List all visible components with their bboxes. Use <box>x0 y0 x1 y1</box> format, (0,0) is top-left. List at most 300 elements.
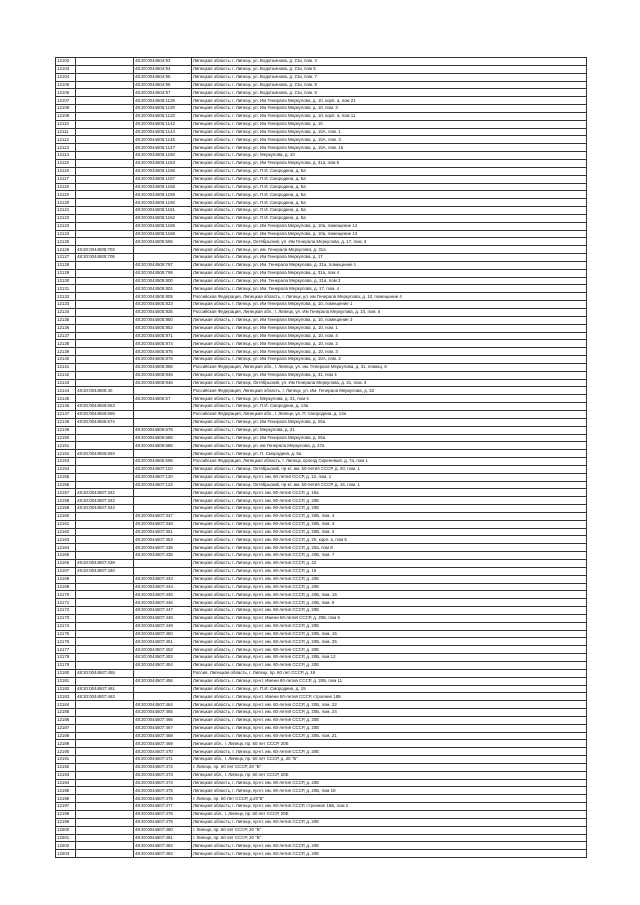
building-cadastral-cell: 48:20:0044507:465 <box>134 709 192 717</box>
land-cadastral-cell <box>76 536 134 544</box>
building-cadastral-cell: 48:20:0044505:876 <box>134 356 192 364</box>
building-cadastral-cell: 48:20:0044505:797 <box>134 261 192 269</box>
land-cadastral-cell <box>76 756 134 764</box>
address-cell: Липецкая область, г. Липецк, ул. Меркулова, д. 31 <box>192 426 587 434</box>
row-number-cell: 12162 <box>56 528 76 536</box>
row-number-cell: 12183 <box>56 693 76 701</box>
building-cadastral-cell: 48:20:0044507:347 <box>134 512 192 520</box>
address-cell: Липецкая область, г. Липецк, ул. Им Генерала Меркулова, д. 31а, пом 6 <box>192 159 587 167</box>
building-cadastral-cell: 48:20:0044507:464 <box>134 701 192 709</box>
row-number-cell: 12203 <box>56 850 76 858</box>
address-cell: Липецкая область, г. Липецк, пр-кт. им. 60-летия СССР, д. 20Е <box>192 748 587 756</box>
land-cadastral-cell <box>76 363 134 371</box>
table-row <box>56 167 587 175</box>
row-number-cell: 12135 <box>56 316 76 324</box>
building-cadastral-cell <box>134 254 192 262</box>
table-row <box>56 661 587 669</box>
address-cell: Российская Федерация, Липецкая обл., г. Липецк, ул. Им Генерала Меркулова, д. 10, пом. 5 <box>192 309 587 317</box>
row-number-cell: 12120 <box>56 199 76 207</box>
row-number-cell: 12189 <box>56 740 76 748</box>
building-cadastral-cell: 48:20:0044505:1157 <box>134 175 192 183</box>
building-cadastral-cell: 48:20:0044505:1147 <box>134 144 192 152</box>
land-cadastral-cell: 48:20:0044507:343 <box>76 497 134 505</box>
building-cadastral-cell: 48:20:0044507:447 <box>134 607 192 615</box>
row-number-cell: 12108 <box>56 105 76 113</box>
land-cadastral-cell: 48:20:0044506:665 <box>76 410 134 418</box>
address-cell: Липецкая область, г. Липецк, пр-кт. им. 60-летия СССР, д. 20Е <box>192 622 587 630</box>
row-number-cell: 12188 <box>56 732 76 740</box>
building-cadastral-cell: 48:20:0044506:685 <box>134 434 192 442</box>
address-cell: Липецкая область, г. Липецк, ул. Им Генерала Меркулова, д. 10А, пом. 3 <box>192 136 587 144</box>
table-row <box>56 481 587 489</box>
land-cadastral-cell <box>76 128 134 136</box>
row-number-cell: 12138 <box>56 340 76 348</box>
land-cadastral-cell <box>76 779 134 787</box>
row-number-cell: 12127 <box>56 254 76 262</box>
row-number-cell: 12133 <box>56 301 76 309</box>
land-cadastral-cell: 48:20:0044507:461 <box>76 685 134 693</box>
address-cell: Липецкая область, г. Липецк, ул. Им Генерала Меркулова, д. 10, помещение 1 <box>192 301 587 309</box>
address-cell: Липецкая область, г. Липецк, ул. Меркулова, д. 10 <box>192 152 587 160</box>
building-cadastral-cell: 48:20:0044507:444 <box>134 583 192 591</box>
row-number-cell: 12202 <box>56 842 76 850</box>
land-cadastral-cell <box>76 544 134 552</box>
table-row <box>56 183 587 191</box>
land-cadastral-cell <box>76 356 134 364</box>
row-number-cell: 12157 <box>56 489 76 497</box>
row-number-cell: 12107 <box>56 97 76 105</box>
building-cadastral-cell: 48:20:0044507:446 <box>134 599 192 607</box>
land-cadastral-cell <box>76 120 134 128</box>
building-cadastral-cell: 48:20:0044507:445 <box>134 591 192 599</box>
building-cadastral-cell: 48:20:0044505:800 <box>134 277 192 285</box>
table-row <box>56 654 587 662</box>
building-cadastral-cell: 48:20:0044505:874 <box>134 340 192 348</box>
row-number-cell: 12172 <box>56 607 76 615</box>
land-cadastral-cell <box>76 112 134 120</box>
building-cadastral-cell: 48:20:0044507:477 <box>134 803 192 811</box>
land-cadastral-cell <box>76 787 134 795</box>
row-number-cell: 12192 <box>56 763 76 771</box>
table-row <box>56 159 587 167</box>
land-cadastral-cell <box>76 646 134 654</box>
address-cell: Липецкая область, г. Липецк, пр-кт. им. 60-летия СССР, д. 22 <box>192 560 587 568</box>
table-row <box>56 756 587 764</box>
address-cell: Липецкая область, г. Липецк, ул. Им Генерала Меркулова, д. 10 <box>192 120 587 128</box>
land-cadastral-cell <box>76 481 134 489</box>
land-cadastral-cell: 48:20:0044507:342 <box>76 489 134 497</box>
table-row <box>56 246 587 254</box>
address-cell: Липецкая область, г. Липецк, ул. Им Генерала Меркулова, д. 10, пом. 4 <box>192 332 587 340</box>
building-cadastral-cell: 48:20:0044505:835 <box>134 309 192 317</box>
row-number-cell: 12141 <box>56 363 76 371</box>
row-number-cell: 12122 <box>56 214 76 222</box>
row-number-cell: 12154 <box>56 465 76 473</box>
building-cadastral-cell: 48:20:0044507:436 <box>134 552 192 560</box>
land-cadastral-cell: 48:20:0044506:663 <box>76 403 134 411</box>
land-cadastral-cell <box>76 528 134 536</box>
building-cadastral-cell: 48:20:0044505:1158 <box>134 183 192 191</box>
address-cell: Липецкая область, г. Липецк, ул. Им Генерала Меркулова, д. 25а <box>192 434 587 442</box>
address-cell: Липецкая область, г. Липецк, пр-кт. им. 60-летия СССР, д. 20Е <box>192 646 587 654</box>
row-number-cell: 12167 <box>56 567 76 575</box>
building-cadastral-cell: 48:20:0044507:466 <box>134 716 192 724</box>
land-cadastral-cell <box>76 811 134 819</box>
land-cadastral-cell <box>76 771 134 779</box>
address-cell: Липецкая область, г. Липецк, ул. Им Генерала Меркулова, д. 10, помещение 3 <box>192 316 587 324</box>
building-cadastral-cell: 48:20:0044505:1160 <box>134 199 192 207</box>
table-row <box>56 434 587 442</box>
registry-table <box>55 57 587 858</box>
land-cadastral-cell <box>76 379 134 387</box>
table-row <box>56 763 587 771</box>
building-cadastral-cell: 48:20:0044505:871 <box>134 332 192 340</box>
address-cell: Липецкая область, г. Липецк, ул. Им Генерала Меркулова, д. 10, корп. а, пом 11 <box>192 112 587 120</box>
building-cadastral-cell <box>134 497 192 505</box>
address-cell: Липецкая область, г. Липецк, пр-кт. им. 60-летия СССР, д. 20Б, пом. 7 <box>192 552 587 560</box>
row-number-cell: 12153 <box>56 458 76 466</box>
row-number-cell: 12152 <box>56 450 76 458</box>
row-number-cell: 12128 <box>56 261 76 269</box>
land-cadastral-cell <box>76 583 134 591</box>
building-cadastral-cell <box>134 246 192 254</box>
building-cadastral-cell: 48:20:0044505:1144 <box>134 128 192 136</box>
building-cadastral-cell: 48:20:0044505:1165 <box>134 222 192 230</box>
table-row <box>56 230 587 238</box>
address-cell: г. Липецк, пр. 60 Лет СССР, д.20"Б" <box>192 795 587 803</box>
address-cell: Липецкая область, г. Липецк, ул. Водопьянова, д. 21а, пом 5 <box>192 65 587 73</box>
land-cadastral-cell <box>76 207 134 215</box>
building-cadastral-cell: 48:20:0044504:93 <box>134 58 192 66</box>
address-cell: Липецкая область, г. Липецк, пр-кт. им. 60-летия СССР, д. 20Е <box>192 716 587 724</box>
building-cadastral-cell: 48:20:0044505:1132 <box>134 112 192 120</box>
table-row <box>56 395 587 403</box>
table-row <box>56 144 587 152</box>
land-cadastral-cell <box>76 442 134 450</box>
address-cell: Липецкая область, г. Липецк, пр-кт. им. 60-летия СССР, д. 20Е <box>192 497 587 505</box>
land-cadastral-cell <box>76 167 134 175</box>
land-cadastral-cell: 48:20:0044506:693 <box>76 450 134 458</box>
land-cadastral-cell <box>76 293 134 301</box>
address-cell: Липецкая область, г. Липецк, Октябрьский, пр-кт. им. 60-летия СССР, д. 20, пом. 1 <box>192 465 587 473</box>
land-cadastral-cell <box>76 630 134 638</box>
table-row <box>56 371 587 379</box>
table-row <box>56 614 587 622</box>
row-number-cell: 12137 <box>56 332 76 340</box>
table-row <box>56 97 587 105</box>
land-cadastral-cell <box>76 677 134 685</box>
land-cadastral-cell <box>76 340 134 348</box>
building-cadastral-cell: 48:20:0044507:122 <box>134 481 192 489</box>
table-row <box>56 685 587 693</box>
table-row <box>56 473 587 481</box>
building-cadastral-cell: 48:20:0044507:351 <box>134 528 192 536</box>
land-cadastral-cell <box>76 803 134 811</box>
table-row <box>56 850 587 858</box>
row-number-cell: 12136 <box>56 324 76 332</box>
land-cadastral-cell: 48:20:0044507:344 <box>76 505 134 513</box>
address-cell: Липецкая область, г. Липецк, пр-кт. им. 60-летия СССР, д. 20Б, пом. 4 <box>192 512 587 520</box>
land-cadastral-cell <box>76 89 134 97</box>
table-row <box>56 748 587 756</box>
building-cadastral-cell: 48:20:0044507:479 <box>134 818 192 826</box>
address-cell: Липецкая область, г. Липецк, пр-кт. им. 60 летия СССР, д. 12, пом. 1 <box>192 473 587 481</box>
building-cadastral-cell <box>134 387 192 395</box>
address-cell: Липецкая область, г. Липецк, ул. Им Генерала Меркулова, д. 10, пом. 1 <box>192 324 587 332</box>
row-number-cell: 12177 <box>56 646 76 654</box>
address-cell: Липецкая обл., г. Липецк, пр. 60 лет СССР, 20Е <box>192 771 587 779</box>
land-cadastral-cell: 48:20:0044507:439 <box>76 560 134 568</box>
address-cell: Липецкая область, г. Липецк, пр-кт. им. 60-летия СССР, д. 20Б, пом. 3 <box>192 520 587 528</box>
building-cadastral-cell: 48:20:0044504:96 <box>134 81 192 89</box>
address-cell: Липецкая область, г. Липецк, пр-кт. им. 60-летия СССР, д. 20Б, пом. 2 <box>192 528 587 536</box>
building-cadastral-cell <box>134 669 192 677</box>
address-cell: Российская Федерация, Липецкая область, г. Липецк, ул. Им. Генерала Меркулова, д. 32 <box>192 387 587 395</box>
row-number-cell: 12123 <box>56 222 76 230</box>
address-cell: Липецкая область, г. Липецк, Октябрьский, пр-кт. им. 60-летия СССР, д. 16, пом. 1 <box>192 481 587 489</box>
land-cadastral-cell <box>76 348 134 356</box>
land-cadastral-cell <box>76 309 134 317</box>
land-cadastral-cell <box>76 638 134 646</box>
table-row <box>56 65 587 73</box>
building-cadastral-cell: 48:20:0044505:1161 <box>134 207 192 215</box>
building-cadastral-cell: 48:20:0044505:805 <box>134 293 192 301</box>
table-row <box>56 826 587 834</box>
land-cadastral-cell <box>76 371 134 379</box>
address-cell: Липецкая область, г. Липецк, пр-кт. им. 60-летия СССР, д. 20Б, пом. 9 <box>192 599 587 607</box>
table-row <box>56 316 587 324</box>
table-row <box>56 58 587 66</box>
table-row <box>56 520 587 528</box>
row-number-cell: 12126 <box>56 246 76 254</box>
land-cadastral-cell <box>76 465 134 473</box>
land-cadastral-cell <box>76 614 134 622</box>
address-cell: Липецкая область, г. Липецк, пр-кт. им. 60-летия СССР, д. 20, корп. а, пом 5 <box>192 536 587 544</box>
table-row <box>56 638 587 646</box>
address-cell: Липецкая область, г. Липецк, ул. Им Генерала Меркулова, д. 25а <box>192 418 587 426</box>
building-cadastral-cell: 48:20:0044507:449 <box>134 622 192 630</box>
building-cadastral-cell <box>134 418 192 426</box>
table-row <box>56 418 587 426</box>
building-cadastral-cell: 48:20:0044507:353 <box>134 536 192 544</box>
table-row <box>56 254 587 262</box>
building-cadastral-cell: 48:20:0044505:1126 <box>134 97 192 105</box>
table-row <box>56 152 587 160</box>
row-number-cell: 12116 <box>56 167 76 175</box>
table-row <box>56 105 587 113</box>
address-cell: Липецкая область, г. Липецк, Октябрьский, ул. Им Генерала Меркулова, д. 31, пом. 3 <box>192 379 587 387</box>
table-row <box>56 301 587 309</box>
row-number-cell: 12132 <box>56 293 76 301</box>
land-cadastral-cell <box>76 261 134 269</box>
table-row <box>56 795 587 803</box>
land-cadastral-cell <box>76 175 134 183</box>
address-cell: Липецкая область, г. Липецк, пр-кт. Имени 60-летия СССР, д. 20Б, пом 6 <box>192 614 587 622</box>
row-number-cell: 12146 <box>56 403 76 411</box>
address-cell: Липецкая область, г. Липецк, ул. П.И. Смородина, д. 5а <box>192 199 587 207</box>
address-cell: Липецкая область, г. Липецк, ул. П.И. Смородина, д. 13а <box>192 403 587 411</box>
address-cell: Липецкая область, г. Липецк, ул. Им Генерала Меркулова, д. 10, корп. а, пом 21 <box>192 97 587 105</box>
address-cell: Липецкая область, г. Липецк, ул. Водопьянова, д. 21а, пом. 8 <box>192 81 587 89</box>
building-cadastral-cell: 48:20:0044507:473 <box>134 771 192 779</box>
building-cadastral-cell: 48:20:0044504:95 <box>134 73 192 81</box>
land-cadastral-cell <box>76 520 134 528</box>
land-cadastral-cell <box>76 395 134 403</box>
row-number-cell: 12165 <box>56 552 76 560</box>
row-number-cell: 12180 <box>56 669 76 677</box>
row-number-cell: 12112 <box>56 136 76 144</box>
address-cell: Липецкая область, г. Липецк, ул. Им Генерала Меркулова, д. 10а, помещение 12 <box>192 222 587 230</box>
building-cadastral-cell: 48:20:0044507:467 <box>134 724 192 732</box>
row-number-cell: 12117 <box>56 175 76 183</box>
building-cadastral-cell: 48:20:0044505:1130 <box>134 105 192 113</box>
building-cadastral-cell <box>134 685 192 693</box>
row-number-cell: 12105 <box>56 81 76 89</box>
row-number-cell: 12115 <box>56 159 76 167</box>
row-number-cell: 12130 <box>56 277 76 285</box>
address-cell: Липецкая область, г. Липецк, ул. Им Генерала Меркулова, д. 10, пом. 3 <box>192 105 587 113</box>
address-cell: Липецкая обл., г. Липецк, пр. 60 лет СССР, д. 20 "Б" <box>192 756 587 764</box>
row-number-cell: 12111 <box>56 128 76 136</box>
row-number-cell: 12160 <box>56 512 76 520</box>
row-number-cell: 12201 <box>56 834 76 842</box>
address-cell: Липецкая область, г. Липецк, ул. П.И. Смородина, д. 5а <box>192 175 587 183</box>
land-cadastral-cell <box>76 199 134 207</box>
address-cell: Липецкая область, г. Липецк, ул. им. Генерала Меркулова, д. 31а <box>192 246 587 254</box>
land-cadastral-cell <box>76 316 134 324</box>
building-cadastral-cell: 48:20:0044507:450 <box>134 630 192 638</box>
table-row <box>56 669 587 677</box>
land-cadastral-cell <box>76 661 134 669</box>
address-cell: Липецкая область, г. Липецк, ул. Им Генерала Меркулова, д. 10А, пом. 1 <box>192 128 587 136</box>
land-cadastral-cell <box>76 599 134 607</box>
row-number-cell: 12194 <box>56 779 76 787</box>
building-cadastral-cell: 48:20:0044507:482 <box>134 842 192 850</box>
row-number-cell: 12159 <box>56 505 76 513</box>
table-row <box>56 293 587 301</box>
building-cadastral-cell <box>134 403 192 411</box>
building-cadastral-cell <box>134 560 192 568</box>
row-number-cell: 12197 <box>56 803 76 811</box>
building-cadastral-cell: 48:20:0044507:474 <box>134 779 192 787</box>
table-row <box>56 136 587 144</box>
building-cadastral-cell: 48:20:0044505:1159 <box>134 191 192 199</box>
land-cadastral-cell <box>76 850 134 858</box>
building-cadastral-cell: 48:20:0044507:456 <box>134 677 192 685</box>
land-cadastral-cell: 48:20:0044506:674 <box>76 418 134 426</box>
address-cell: Липецкая область, г. Липецк, ул. им Генерала Меркулова, д. 27а <box>192 442 587 450</box>
address-cell: Липецкая область, г. Липецк, пр-кт. им. 60-летия СССР, д. 20Е <box>192 607 587 615</box>
land-cadastral-cell <box>76 73 134 81</box>
land-cadastral-cell <box>76 97 134 105</box>
building-cadastral-cell: 48:20:0044505:801 <box>134 285 192 293</box>
land-cadastral-cell <box>76 716 134 724</box>
row-number-cell: 12175 <box>56 630 76 638</box>
row-number-cell: 12199 <box>56 818 76 826</box>
row-number-cell: 12176 <box>56 638 76 646</box>
building-cadastral-cell: 48:20:0044507:481 <box>134 834 192 842</box>
row-number-cell: 12125 <box>56 238 76 246</box>
table-row <box>56 89 587 97</box>
row-number-cell: 12195 <box>56 787 76 795</box>
table-row <box>56 207 587 215</box>
table-row <box>56 591 587 599</box>
building-cadastral-cell: 48:20:0044505:1156 <box>134 167 192 175</box>
table-row <box>56 222 587 230</box>
address-cell: Липецкая область, г. Липецк, пр-кт. им. 60-летия СССР, д. 20Б, пом. 25 <box>192 638 587 646</box>
land-cadastral-cell <box>76 191 134 199</box>
address-cell: Липецкая область, г. Липецк, ул. П.И. Смородина, д. 5а <box>192 191 587 199</box>
row-number-cell: 12102 <box>56 58 76 66</box>
building-cadastral-cell: 48:20:0044505:1143 <box>134 120 192 128</box>
building-cadastral-cell: 48:20:0044505:1150 <box>134 152 192 160</box>
address-cell: Липецкая область, г. Липецк, ул. Водопьянова, д. 21а, пом. 6 <box>192 89 587 97</box>
row-number-cell: 12158 <box>56 497 76 505</box>
table-row <box>56 583 587 591</box>
building-cadastral-cell: 48:20:0044507:451 <box>134 638 192 646</box>
row-number-cell: 12142 <box>56 371 76 379</box>
row-number-cell: 12186 <box>56 716 76 724</box>
address-cell: Липецкая область, г. Липецк, ул. Им Генерала Меркулова, д. 31, пом 4 <box>192 371 587 379</box>
address-cell: Липецкая область, г. Липецк, ул. Им Генерала Меркулова, д. 10а, помещение 13 <box>192 230 587 238</box>
table-row <box>56 560 587 568</box>
table-row <box>56 677 587 685</box>
table-row <box>56 340 587 348</box>
land-cadastral-cell <box>76 834 134 842</box>
building-cadastral-cell <box>134 693 192 701</box>
table-row <box>56 724 587 732</box>
land-cadastral-cell <box>76 552 134 560</box>
address-cell: Липецкая область, г. Липецк, пр-кт. им. 60-летия СССР, д. 20Б, пом 18 <box>192 787 587 795</box>
table-row <box>56 199 587 207</box>
table-row <box>56 426 587 434</box>
table-row <box>56 128 587 136</box>
row-number-cell: 12113 <box>56 144 76 152</box>
address-cell: Липецкая область, г. Липецк, пр-кт. им. 60-летия СССР, д. 20Б, пом. 15 <box>192 630 587 638</box>
address-cell: Липецкая область, г. Липецк, ул. Им Генерала Меркулова, д. 10, пом. 2 <box>192 340 587 348</box>
address-cell: Липецкая область, г. Липецк, пр-кт. им. 60-летия СССР, д. 20Б, пом 12 <box>192 654 587 662</box>
address-cell: Липецкая область, г. Липецк, ул. Водопьянова, д. 21а, пом. 4 <box>192 58 587 66</box>
land-cadastral-cell <box>76 426 134 434</box>
table-row <box>56 732 587 740</box>
land-cadastral-cell <box>76 269 134 277</box>
address-cell: Российская Федерация, Липецкая область, г. Липецк, ул. им Генерала Меркулова, д. 10, помещение 4 <box>192 293 587 301</box>
address-cell: Липецкая область, г. Липецк, пр-кт. им. 60-летия СССР, д. 18а <box>192 489 587 497</box>
row-number-cell: 12106 <box>56 89 76 97</box>
table-row <box>56 332 587 340</box>
land-cadastral-cell: 48:20:0044507:455 <box>76 669 134 677</box>
address-cell: Липецкая область, г. Липецк, пр-кт. Имени 60-летия СССР, д. 20Б, пом 11 <box>192 677 587 685</box>
row-number-cell: 12184 <box>56 701 76 709</box>
row-number-cell: 12121 <box>56 207 76 215</box>
address-cell: Липецкая область, г. Липецк, пр-кт. им. 60-летия СССР, д. 16 <box>192 567 587 575</box>
row-number-cell: 12156 <box>56 481 76 489</box>
address-cell: Липецкая область, г. Липецк, пр-кт. им. 60-летия СССР, д. 20Е <box>192 724 587 732</box>
row-number-cell: 12149 <box>56 426 76 434</box>
address-cell: Липецкая область, г. Липецк, пр-кт. им. 60-летия СССР, д. 20Е <box>192 505 587 513</box>
address-cell: Липецкая область, г. Липецк, Октябрьский, ул. Им Генерала Меркулова, д. 17, пом. 3 <box>192 238 587 246</box>
land-cadastral-cell <box>76 144 134 152</box>
building-cadastral-cell: 48:20:0044506:696 <box>134 458 192 466</box>
address-cell: Липецкая область, г. Липецк, пр-кт. им. 60-летия СССР, д. 20Б, пом. 15 <box>192 591 587 599</box>
table-row <box>56 552 587 560</box>
table-row <box>56 450 587 458</box>
land-cadastral-cell <box>76 826 134 834</box>
address-cell: г. Липецк, пр. 60 лет СССР, 20 "Б" <box>192 834 587 842</box>
table-row <box>56 442 587 450</box>
land-cadastral-cell <box>76 58 134 66</box>
address-cell: Липецкая область, г. Липецк, ул. Им Генерала Меркулова, д. 10, пом. 3 <box>192 348 587 356</box>
